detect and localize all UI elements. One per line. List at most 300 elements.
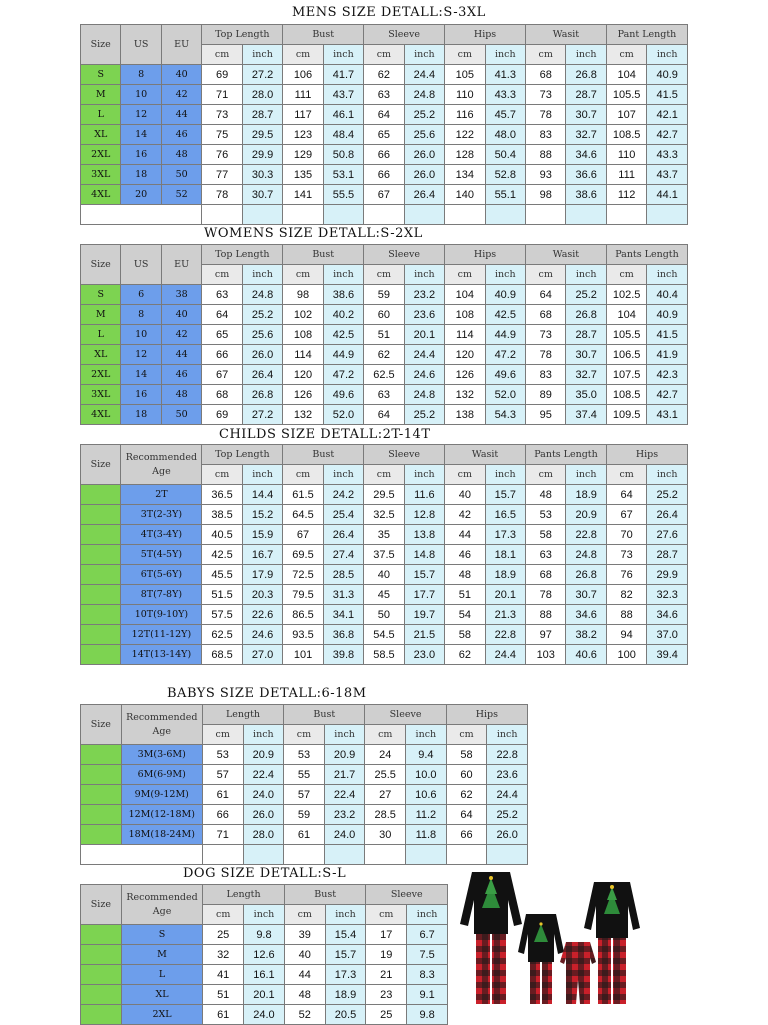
table-row (81, 765, 528, 785)
size-header: Size (81, 705, 122, 745)
value-cell: 9.8 (407, 1005, 448, 1025)
value-cell: 126 (445, 365, 485, 385)
value-cell: 28.7 (242, 105, 282, 125)
value-cell: 111 (283, 85, 323, 105)
value-cell: 42 (161, 325, 201, 345)
unit-inch-header: inch (485, 265, 525, 285)
value-cell: 28.5 (323, 565, 363, 585)
size-cell (81, 525, 121, 545)
value-cell: 77 (202, 165, 242, 185)
value-cell: 26.8 (242, 385, 282, 405)
value-cell: 24.4 (487, 785, 528, 805)
value-cell: 17.3 (325, 965, 366, 985)
size-cell (81, 605, 121, 625)
blank-cell (566, 205, 606, 225)
value-cell: 38.6 (323, 285, 363, 305)
age-cell: 3T(2-3Y) (121, 505, 202, 525)
value-cell: 134 (445, 165, 485, 185)
age-cell: 2T (121, 485, 202, 505)
value-cell: 37.5 (364, 545, 404, 565)
value-cell: 82 (606, 585, 646, 605)
age-cell: 4T(3-4Y) (121, 525, 202, 545)
value-cell: 28.0 (242, 85, 282, 105)
size-header: Size (81, 245, 121, 285)
value-cell: 19 (366, 945, 407, 965)
size-cell (81, 505, 121, 525)
value-cell: 20.9 (324, 745, 365, 765)
value-cell: 52.0 (323, 405, 363, 425)
age-cell: 6M(6-9M) (121, 765, 202, 785)
value-cell: 41.5 (647, 85, 688, 105)
size-cell: 3XL (81, 385, 121, 405)
value-cell: 21 (366, 965, 407, 985)
value-cell: 59 (364, 285, 404, 305)
value-cell: 114 (445, 325, 485, 345)
unit-inch-header: inch (566, 45, 606, 65)
value-cell: 22.4 (324, 785, 365, 805)
value-cell: 120 (445, 345, 485, 365)
value-cell: 38.6 (566, 185, 606, 205)
value-cell: 117 (283, 105, 323, 125)
value-cell: 141 (283, 185, 323, 205)
value-cell: 64 (364, 405, 404, 425)
column-group-header: Hips (445, 25, 526, 45)
value-cell: 24.6 (242, 625, 282, 645)
blank-cell (324, 845, 365, 865)
value-cell: 51.5 (202, 585, 242, 605)
value-cell: 25.2 (487, 805, 528, 825)
value-cell: 12 (121, 105, 161, 125)
value-cell: 48 (445, 565, 485, 585)
size-cell (81, 625, 121, 645)
size-cell: 4XL (81, 185, 121, 205)
value-cell: 126 (283, 385, 323, 405)
dog-title: DOG SIZE DETALL:S-L (183, 866, 347, 881)
value-cell: 63 (202, 285, 242, 305)
value-cell: 44.1 (647, 185, 688, 205)
age-cell: 6T(5-6Y) (121, 565, 202, 585)
value-cell: 28.0 (243, 825, 284, 845)
value-cell: 22.4 (243, 765, 284, 785)
value-cell: 17.3 (485, 525, 525, 545)
value-cell: 17.7 (404, 585, 444, 605)
unit-inch-header: inch (242, 265, 282, 285)
value-cell: 114 (283, 345, 323, 365)
value-cell: 43.7 (323, 85, 363, 105)
value-cell: 88 (526, 605, 566, 625)
size-cell (81, 765, 122, 785)
value-cell: 41.9 (647, 345, 688, 365)
value-cell: 109.5 (606, 405, 646, 425)
size-cell (81, 645, 121, 665)
unit-cm-header: cm (606, 45, 646, 65)
value-cell: 65 (364, 125, 404, 145)
value-cell: 29.9 (242, 145, 282, 165)
value-cell: 18.9 (485, 565, 525, 585)
unit-inch-header: inch (404, 265, 444, 285)
column-group-header: Sleeve (364, 25, 445, 45)
value-cell: 47.2 (485, 345, 525, 365)
column-group-header: Bust (284, 885, 366, 905)
value-cell: 20.1 (244, 985, 285, 1005)
value-cell: 24.6 (404, 365, 444, 385)
table-row (81, 985, 448, 1005)
value-cell: 67 (606, 505, 646, 525)
value-cell: 50 (161, 405, 201, 425)
value-cell: 73 (526, 325, 566, 345)
value-cell: 24.8 (242, 285, 282, 305)
value-cell: 135 (283, 165, 323, 185)
table-row (81, 1005, 448, 1025)
column-group-header: Pants Length (606, 245, 687, 265)
value-cell: 66 (364, 165, 404, 185)
value-cell: 26.4 (647, 505, 688, 525)
size-cell (81, 1005, 122, 1025)
value-cell: 61 (284, 825, 325, 845)
value-cell: 54.3 (485, 405, 525, 425)
childs-size-table (80, 444, 688, 665)
size-cell (81, 925, 122, 945)
value-cell: 26.8 (566, 305, 606, 325)
value-cell: 40.9 (647, 305, 688, 325)
unit-inch-header: inch (407, 905, 448, 925)
value-cell: 23.6 (404, 305, 444, 325)
unit-cm-header: cm (202, 465, 242, 485)
unit-cm-header: cm (364, 45, 404, 65)
value-cell: 40 (445, 485, 485, 505)
value-cell: 45.7 (485, 105, 525, 125)
age-cell: 18M(18-24M) (121, 825, 202, 845)
size-cell: S (81, 65, 121, 85)
value-cell: 8 (121, 305, 161, 325)
value-cell: 66 (202, 345, 242, 365)
unit-inch-header: inch (485, 465, 525, 485)
value-cell: 53 (284, 745, 325, 765)
unit-cm-header: cm (445, 45, 485, 65)
unit-cm-header: cm (445, 265, 485, 285)
value-cell: 55.5 (323, 185, 363, 205)
unit-cm-header: cm (283, 465, 323, 485)
value-cell: 30.3 (242, 165, 282, 185)
value-cell: 50 (364, 605, 404, 625)
value-cell: 88 (606, 605, 646, 625)
value-cell: 25 (203, 925, 244, 945)
value-cell: 57 (202, 765, 243, 785)
unit-cm-header: cm (284, 905, 325, 925)
value-cell: 24.4 (485, 645, 525, 665)
column-group-header: Length (202, 705, 283, 725)
value-cell: 62 (364, 65, 404, 85)
value-cell: 9.8 (244, 925, 285, 945)
age-cell: S (121, 925, 203, 945)
column-group-header: Top Length (202, 25, 283, 45)
value-cell: 68.5 (202, 645, 242, 665)
value-cell: 132 (445, 385, 485, 405)
value-cell: 83 (526, 365, 566, 385)
value-cell: 55 (284, 765, 325, 785)
value-cell: 67 (283, 525, 323, 545)
value-cell: 29.5 (242, 125, 282, 145)
value-cell: 32.5 (364, 505, 404, 525)
value-cell: 140 (445, 185, 485, 205)
value-cell: 24.0 (243, 785, 284, 805)
value-cell: 69.5 (283, 545, 323, 565)
value-cell: 108 (445, 305, 485, 325)
value-cell: 89 (526, 385, 566, 405)
value-cell: 44 (284, 965, 325, 985)
value-cell: 26.0 (487, 825, 528, 845)
table-row (81, 925, 448, 945)
size-cell: M (81, 305, 121, 325)
size-cell: L (81, 325, 121, 345)
value-cell: 23.6 (487, 765, 528, 785)
value-cell: 111 (606, 165, 646, 185)
value-cell: 6.7 (407, 925, 448, 945)
unit-cm-header: cm (202, 45, 242, 65)
value-cell: 10 (121, 85, 161, 105)
value-cell: 25.2 (566, 285, 606, 305)
value-cell: 20.1 (485, 585, 525, 605)
value-cell: 20.1 (404, 325, 444, 345)
babys-size-table (80, 704, 528, 865)
value-cell: 103 (526, 645, 566, 665)
value-cell: 26.4 (323, 525, 363, 545)
value-cell: 43.3 (647, 145, 688, 165)
value-cell: 58.5 (364, 645, 404, 665)
unit-cm-header: cm (203, 905, 244, 925)
value-cell: 105.5 (606, 325, 646, 345)
value-cell: 35.0 (566, 385, 606, 405)
value-cell: 42.7 (647, 385, 688, 405)
value-cell: 25.4 (323, 505, 363, 525)
value-cell: 54 (445, 605, 485, 625)
value-cell: 66 (364, 145, 404, 165)
value-cell: 98 (526, 185, 566, 205)
value-cell: 38.5 (202, 505, 242, 525)
table-row (81, 145, 688, 165)
value-cell: 40.5 (202, 525, 242, 545)
age-cell: XL (121, 985, 203, 1005)
value-cell: 78 (526, 105, 566, 125)
value-cell: 129 (283, 145, 323, 165)
value-cell: 48 (284, 985, 325, 1005)
blank-cell (364, 205, 404, 225)
value-cell: 43.7 (647, 165, 688, 185)
unit-cm-header: cm (606, 465, 646, 485)
value-cell: 34.1 (323, 605, 363, 625)
table-row (81, 85, 688, 105)
column-group-header: Bust (283, 25, 364, 45)
eu-header: EU (161, 25, 201, 65)
value-cell: 18.9 (325, 985, 366, 1005)
table-row (81, 305, 688, 325)
value-cell: 48.0 (485, 125, 525, 145)
table-row (81, 645, 688, 665)
value-cell: 120 (283, 365, 323, 385)
value-cell: 67 (202, 365, 242, 385)
value-cell: 24.4 (404, 65, 444, 85)
value-cell: 48 (161, 385, 201, 405)
value-cell: 30.7 (242, 185, 282, 205)
value-cell: 60 (446, 765, 487, 785)
value-cell: 26.0 (404, 165, 444, 185)
blank-cell (365, 845, 406, 865)
size-header: Size (81, 25, 121, 65)
value-cell: 63 (526, 545, 566, 565)
value-cell: 9.4 (406, 745, 447, 765)
value-cell: 26.8 (566, 565, 606, 585)
value-cell: 42.5 (323, 325, 363, 345)
value-cell: 34.6 (566, 605, 606, 625)
value-cell: 68 (526, 305, 566, 325)
size-cell (81, 985, 122, 1005)
recommended-age-header: Recommended Age (121, 445, 202, 485)
value-cell: 75 (202, 125, 242, 145)
adult-pajama-figure (460, 872, 522, 1004)
blank-cell (647, 205, 688, 225)
unit-inch-header: inch (323, 465, 363, 485)
value-cell: 30 (365, 825, 406, 845)
value-cell: 27.4 (323, 545, 363, 565)
value-cell: 26.4 (242, 365, 282, 385)
value-cell: 17.9 (242, 565, 282, 585)
mens-size-table (80, 24, 688, 225)
womens-title: WOMENS SIZE DETALL:S-2XL (204, 226, 423, 241)
unit-inch-header: inch (404, 465, 444, 485)
unit-cm-header: cm (364, 265, 404, 285)
value-cell: 18 (121, 405, 161, 425)
value-cell: 36.6 (566, 165, 606, 185)
unit-inch-header: inch (323, 265, 363, 285)
value-cell: 16.1 (244, 965, 285, 985)
unit-inch-header: inch (485, 45, 525, 65)
unit-cm-header: cm (284, 725, 325, 745)
value-cell: 73 (526, 85, 566, 105)
value-cell: 10.0 (406, 765, 447, 785)
value-cell: 106.5 (606, 345, 646, 365)
value-cell: 28.7 (566, 85, 606, 105)
value-cell: 30.7 (566, 585, 606, 605)
value-cell: 15.2 (242, 505, 282, 525)
mens-title: MENS SIZE DETALL:S-3XL (292, 5, 486, 20)
value-cell: 48 (161, 145, 201, 165)
value-cell: 8.3 (407, 965, 448, 985)
value-cell: 18.9 (566, 485, 606, 505)
value-cell: 44 (161, 105, 201, 125)
column-group-header: Pant Length (606, 25, 687, 45)
value-cell: 26.0 (404, 145, 444, 165)
column-group-header: Sleeve (365, 705, 446, 725)
value-cell: 25.5 (365, 765, 406, 785)
table-row (81, 585, 688, 605)
value-cell: 18.1 (485, 545, 525, 565)
unit-inch-header: inch (242, 45, 282, 65)
value-cell: 69 (202, 405, 242, 425)
age-cell: 3M(3-6M) (121, 745, 202, 765)
value-cell: 15.7 (325, 945, 366, 965)
unit-cm-header: cm (606, 265, 646, 285)
value-cell: 27.2 (242, 65, 282, 85)
value-cell: 32.7 (566, 125, 606, 145)
size-cell (81, 565, 121, 585)
value-cell: 53.1 (323, 165, 363, 185)
value-cell: 17 (366, 925, 407, 945)
table-row (81, 565, 688, 585)
value-cell: 28.7 (647, 545, 688, 565)
value-cell: 10 (121, 325, 161, 345)
value-cell: 46.1 (323, 105, 363, 125)
value-cell: 66 (446, 825, 487, 845)
value-cell: 108 (283, 325, 323, 345)
value-cell: 29.9 (647, 565, 688, 585)
value-cell: 63 (364, 85, 404, 105)
value-cell: 112 (606, 185, 646, 205)
size-cell (81, 745, 122, 765)
value-cell: 20 (121, 185, 161, 205)
value-cell: 69 (202, 65, 242, 85)
table-row (81, 285, 688, 305)
unit-inch-header: inch (323, 45, 363, 65)
value-cell: 76 (202, 145, 242, 165)
value-cell: 11.8 (406, 825, 447, 845)
value-cell: 24.8 (404, 385, 444, 405)
value-cell: 22.8 (487, 745, 528, 765)
value-cell: 9.1 (407, 985, 448, 1005)
value-cell: 29.5 (364, 485, 404, 505)
value-cell: 64 (526, 285, 566, 305)
value-cell: 132 (283, 405, 323, 425)
size-cell (81, 545, 121, 565)
blank-cell (606, 205, 646, 225)
value-cell: 116 (445, 105, 485, 125)
value-cell: 20.9 (243, 745, 284, 765)
value-cell: 12.8 (404, 505, 444, 525)
size-cell: L (81, 105, 121, 125)
size-cell: XL (81, 125, 121, 145)
value-cell: 48.4 (323, 125, 363, 145)
unit-inch-header: inch (647, 45, 688, 65)
value-cell: 41.7 (323, 65, 363, 85)
value-cell: 94 (606, 625, 646, 645)
column-group-header: Sleeve (366, 885, 448, 905)
value-cell: 62.5 (202, 625, 242, 645)
table-row (81, 405, 688, 425)
value-cell: 46 (445, 545, 485, 565)
size-cell (81, 485, 121, 505)
value-cell: 24.8 (404, 85, 444, 105)
value-cell: 14 (121, 365, 161, 385)
value-cell: 41.3 (485, 65, 525, 85)
table-row (81, 965, 448, 985)
unit-inch-header: inch (325, 905, 366, 925)
age-cell: 2XL (121, 1005, 203, 1025)
value-cell: 38 (161, 285, 201, 305)
unit-inch-header: inch (566, 265, 606, 285)
column-group-header: Bust (284, 705, 365, 725)
value-cell: 8 (121, 65, 161, 85)
size-cell: S (81, 285, 121, 305)
value-cell: 62 (446, 785, 487, 805)
unit-cm-header: cm (526, 265, 566, 285)
value-cell: 15.4 (325, 925, 366, 945)
table-row (81, 745, 528, 765)
value-cell: 97 (526, 625, 566, 645)
value-cell: 104 (606, 65, 646, 85)
table-row (81, 345, 688, 365)
value-cell: 128 (445, 145, 485, 165)
value-cell: 27.2 (242, 405, 282, 425)
value-cell: 23.2 (404, 285, 444, 305)
